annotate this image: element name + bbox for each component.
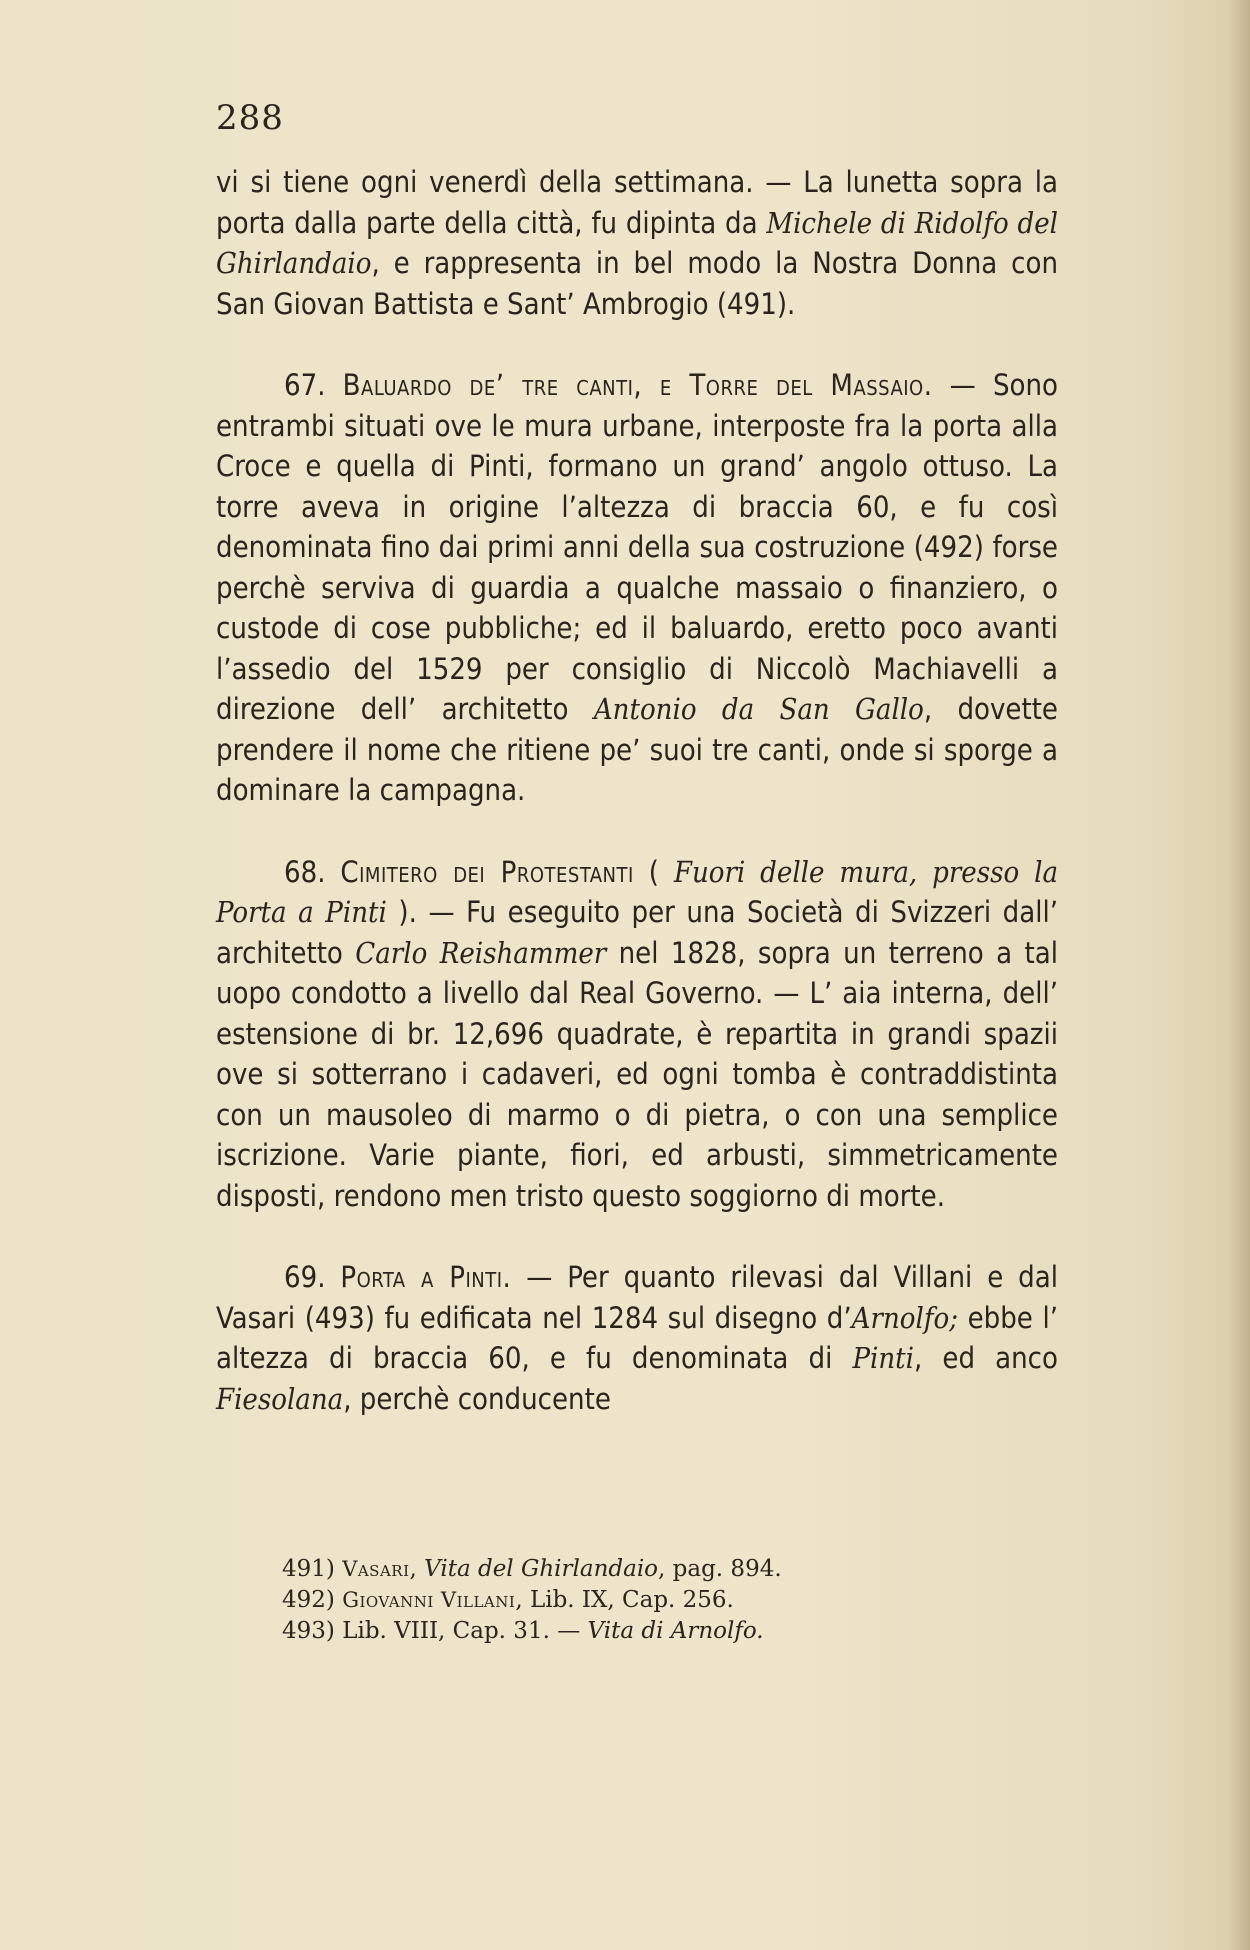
section-69-text-d: , perchè conducente — [343, 1381, 611, 1416]
section-67 — [216, 365, 1058, 811]
section-67-text-a: — Sono entrambi situati ove le mura urbane, interposte fra la porta alla Croce e quella di Pinti, formano un grand’ angolo ottuso. La torre aveva in origine l’altezza di braccia 60, e fu così denominata fino dai primi anni della sua costruzione (492) forse perchè serviva di guardia a qualche massaio o finanziero, o custode di cose pubbliche; ed il baluardo, eretto poco avanti l’assedio del 1529 per consiglio di Niccolò Machiavelli a direzione dell’ architetto — [216, 368, 1058, 726]
section-68-number: 68. — [284, 854, 326, 889]
section-69-name-pinti: Pinti — [852, 1341, 914, 1375]
section-69-text-b: ebbe l’ altezza di braccia 60, e fu denominata di — [216, 1300, 1058, 1375]
section-67-architect: Antonio da San Gallo — [593, 692, 924, 726]
intro-text-a: vi si tiene ogni venerdì della settimana. — La lunetta sopra la porta dalla parte della città, fu dipinta da — [216, 165, 1058, 240]
intro-text-b: , e rappresenta in bel modo la Nostra Donna con San Giovan Battista e Sant’ Ambrogio (491). — [216, 246, 1058, 321]
footnote-author: Vasari — [342, 1557, 410, 1581]
section-69-text-a: — Per quanto rilevasi dal Villani e dal Vasari (493) fu edificata nel 1284 sul disegno d’ — [216, 1260, 1058, 1335]
footnote-ref: Lib. VIII, Cap. 31. — — [342, 1618, 588, 1644]
section-69-number: 69. — [284, 1260, 326, 1294]
footnote-number: 493) — [282, 1618, 335, 1644]
section-69-title: Porta a Pinti. — [340, 1260, 512, 1294]
footnote-work: Vita di Arnolfo. — [587, 1618, 764, 1644]
section-67-text-b: , dovette prendere il nome che ritiene pe’ suoi tre canti, onde si sporge a dominare la campagna. — [216, 692, 1058, 807]
page-number: 288 — [216, 98, 284, 138]
section-69-text-c: , ed anco — [914, 1341, 1058, 1375]
section-67-number: 67. — [284, 368, 326, 402]
footnote-491: 491) Vasari, Vita del Ghirlandaio, pag. 894. — [282, 1556, 782, 1582]
intro-paragraph — [216, 162, 1058, 324]
footnote-work: Vita del Ghirlandaio — [424, 1556, 659, 1582]
footnote-number: 492) — [282, 1587, 335, 1613]
section-68-text-a: . — Fu eseguito per una Società di Svizzeri dall’ architetto — [216, 895, 1059, 970]
body-text — [216, 162, 1058, 1419]
footnote-492 — [282, 1585, 1042, 1616]
footnotes — [282, 1554, 1042, 1647]
footnote-ref: , Lib. IX, Cap. 256. — [515, 1587, 734, 1613]
section-68-location: Fuori delle mura, presso la Porta a Pinti — [216, 854, 1059, 929]
section-69-name-fiesolana: Fiesolana — [216, 1381, 344, 1416]
page-edge-shadow — [1228, 0, 1250, 1950]
section-68-text-b: nel 1828, sopra un terreno a tal uopo condotto a livello dal Real Governo. — L’ aia interna, dell’ estensione di br. 12,696 quadrate, è repartita in grandi spazii ove si sotterrano i cadaveri, ed ogni tomba è contraddistinta con un mausoleo di marmo o di pietra, o con una semplice iscrizione. Varie piante, fiori, ed arbusti, simmetricamente disposti, rendono men tristo questo soggiorno di morte. — [216, 935, 1058, 1213]
footnote-ref: , pag. 894. — [658, 1556, 782, 1582]
section-69 — [216, 1257, 1058, 1419]
section-68-title: Cimitero dei Protestanti — [340, 854, 634, 889]
section-68-architect: Carlo Reishammer — [355, 935, 607, 970]
footnote-author: Giovanni Villani — [342, 1588, 516, 1612]
footnote-493 — [282, 1616, 1042, 1647]
section-68: 68. Cimitero dei Protestanti ( Fuori delle mura, presso la Porta a Pinti ). — Fu eseguito per una Società di Svizzeri dall’ architetto Carlo Reishammer nel 1828, sopra un terreno a tal uopo condotto a livello dal Real Governo. — L’ aia interna, dell’ estensione di br. 12,696 quadrate, è repartita in grandi spazii ove si sotterrano i cadaveri, ed ogni tomba è contraddistinta con un mausoleo di marmo o di pietra, o con una semplice iscrizione. Varie piante, fiori, ed arbusti, simmetricamente disposti, rendono men tristo questo soggiorno di morte. — [216, 854, 1059, 1213]
section-67-title: Baluardo de’ tre canti, e Torre del Massaio. — [342, 368, 933, 402]
painter-name: Michele di Ridolfo del Ghirlandaio — [216, 205, 1058, 280]
footnote-number: 491) — [282, 1556, 335, 1582]
section-69-architect: Arnolfo; — [851, 1300, 958, 1335]
